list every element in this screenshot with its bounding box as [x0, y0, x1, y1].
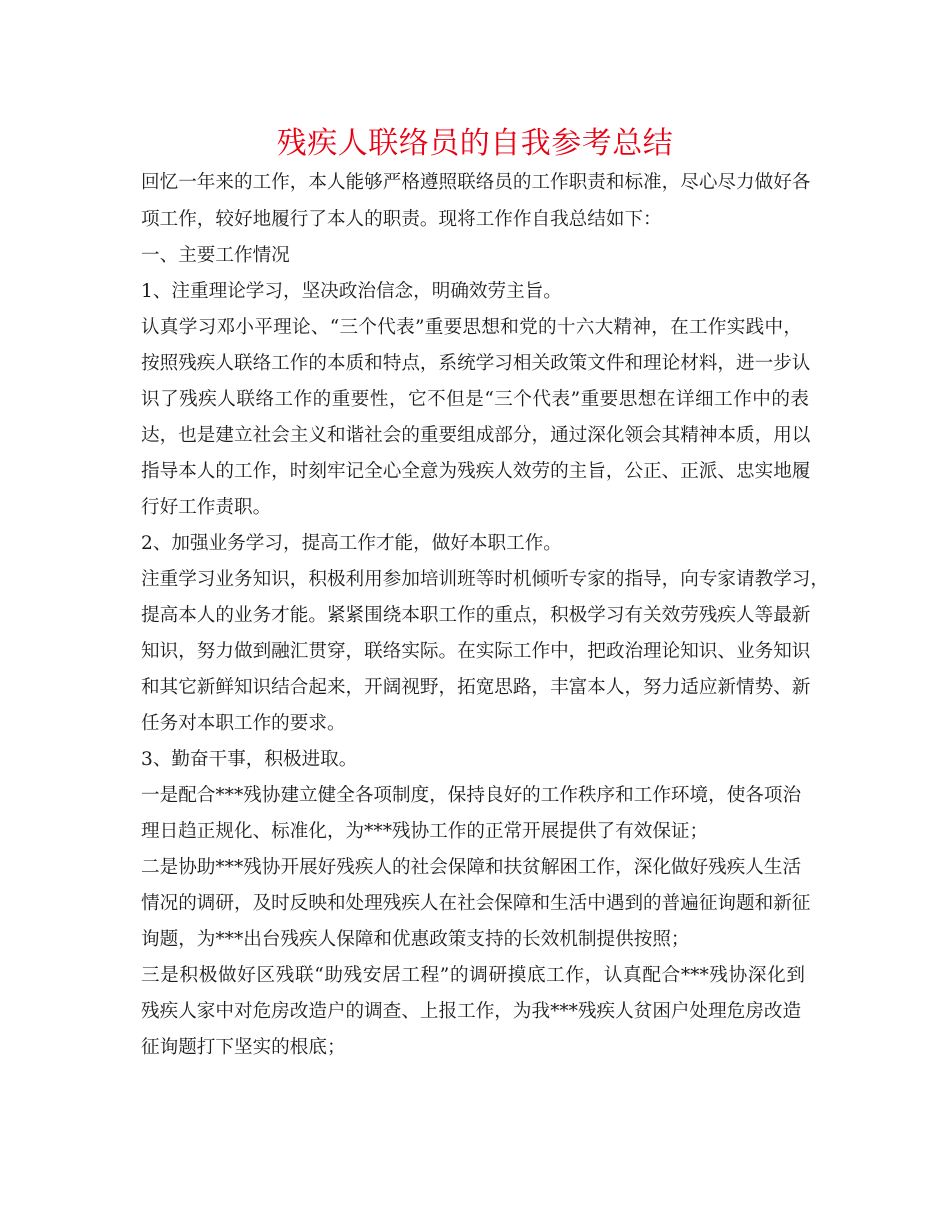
body-line: 认真学习邓小平理论、“三个代表”重要思想和党的十六大精神，在工作实践中， [141, 317, 802, 338]
body-line: 回忆一年来的工作，本人能够严格遵照联络员的工作职责和标准，尽心尽力做好各 [141, 172, 811, 193]
body-line: 项工作，较好地履行了本人的职责。现将工作作自我总结如下： [141, 209, 662, 230]
body-line: 注重学习业务知识，积极利用参加培训班等时机倾听专家的指导，向专家请教学习， [141, 569, 829, 590]
body-line: 提高本人的业务才能。紧紧围绕本职工作的重点，积极学习有关效劳残疾人等最新 [141, 605, 811, 626]
body-line: 三是积极做好区残联“助残安居工程”的调研摸底工作，认真配合***残协深化到 [141, 965, 805, 986]
body-line: 残疾人家中对危房改造户的调查、上报工作，为我***残疾人贫困户处理危房改造 [141, 1001, 802, 1022]
subsection-heading: 1、注重理论学习，坚决政治信念，明确效劳主旨。 [141, 281, 562, 302]
subsection-heading: 2、加强业务学习，提高工作才能，做好本职工作。 [141, 533, 562, 554]
body-line: 指导本人的工作，时刻牢记全心全意为残疾人效劳的主旨，公正、正派、忠实地履 [141, 461, 811, 482]
document-title: 残疾人联络员的自我参考总结 [276, 126, 674, 161]
body-line: 一是配合***残协建立健全各项制度，保持良好的工作秩序和工作环境，使各项治 [141, 785, 802, 806]
body-line: 任务对本职工作的要求。 [141, 713, 346, 734]
body-line: 询题，为***出台残疾人保障和优惠政策支持的长效机制提供按照； [141, 929, 690, 950]
body-line: 行好工作责职。 [141, 497, 272, 518]
body-line: 知识，努力做到融汇贯穿，联络实际。在实际工作中，把政治理论知识、业务知识 [141, 641, 811, 662]
body-line: 理日趋正规化、标准化，为***残协工作的正常开展提供了有效保证； [141, 821, 709, 842]
body-line: 按照残疾人联络工作的本质和特点，系统学习相关政策文件和理论材料，进一步认 [141, 353, 811, 374]
body-line: 二是协助***残协开展好残疾人的社会保障和扶贫解困工作，深化做好残疾人生活 [141, 857, 802, 878]
body-line: 识了残疾人联络工作的重要性，它不但是“三个代表”重要思想在详细工作中的表 [141, 389, 809, 410]
body-line: 情况的调研，及时反映和处理残疾人在社会保障和生活中遇到的普遍征询题和新征 [141, 893, 811, 914]
section-heading: 一、主要工作情况 [141, 245, 290, 266]
body-line: 达，也是建立社会主义和谐社会的重要组成部分，通过深化领会其精神本质，用以 [141, 425, 811, 446]
body-line: 和其它新鲜知识结合起来，开阔视野，拓宽思路，丰富本人，努力适应新情势、新 [141, 677, 811, 698]
subsection-heading: 3、勤奋干事，积极进取。 [141, 749, 358, 770]
body-line: 征询题打下坚实的根底； [141, 1037, 346, 1058]
